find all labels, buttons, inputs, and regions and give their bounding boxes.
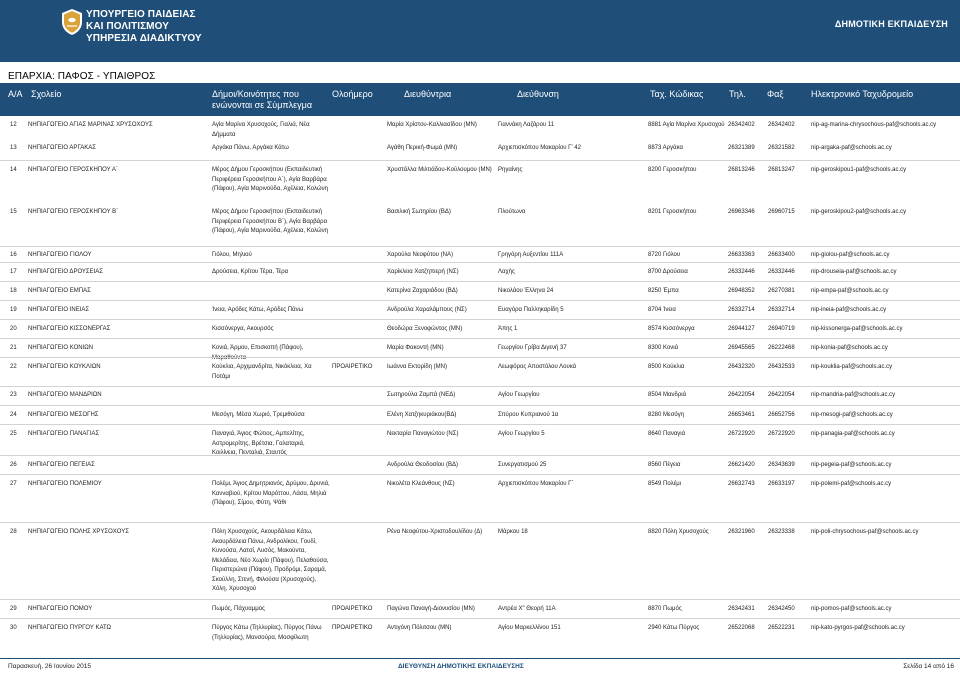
school-name: ΝΗΠΙΑΓΩΓΕΙΟ ΚΟΝΙΩΝ — [28, 345, 94, 351]
director: Ανδρούλα Θεοδοσίου (ΒΔ) — [387, 462, 458, 468]
table-row — [0, 262, 960, 275]
director: Μαρία Φακοντή (ΜΝ) — [387, 345, 444, 351]
postcode: 8640 Παναγιά — [648, 431, 686, 437]
row-number: 26 — [10, 462, 17, 468]
email-link[interactable]: nip-konia-paf@schools.ac.cy — [811, 345, 888, 351]
cyprus-emblem-icon — [60, 8, 84, 36]
email-link[interactable]: nip-panagia-paf@schools.ac.cy — [811, 431, 895, 437]
postcode: 8870 Πωμός — [648, 606, 682, 612]
address: Γιαννάκη Λαζάρου 11 — [498, 122, 555, 128]
municipalities: Κονιά, Άρμου, Επισκοπή (Πάφου), Μαραθούντα — [212, 345, 304, 361]
fax: 26652756 — [768, 412, 795, 418]
school-name: ΝΗΠΙΑΓΩΓΕΙΟ ΠΟΜΟΥ — [28, 606, 93, 612]
school-name: ΝΗΠΙΑΓΩΓΕΙΟ ΚΙΣΣΟΝΕΡΓΑΣ — [28, 326, 111, 332]
fax: 26633400 — [768, 252, 795, 258]
row-number: 16 — [10, 252, 17, 258]
school-name: ΝΗΠΙΑΓΩΓΕΙΟ ΠΕΓΕΙΑΣ — [28, 462, 95, 468]
fax: 26321582 — [768, 145, 795, 151]
column-num: Α/Α — [8, 89, 23, 99]
fax: 26323338 — [768, 529, 795, 535]
email-link[interactable]: nip-drouseia-paf@schools.ac.cy — [811, 269, 897, 275]
ministry-line-2: ΚΑΙ ΠΟΛΙΤΙΣΜΟΥ — [86, 21, 169, 32]
postcode: 8720 Γιόλου — [648, 252, 681, 258]
column-phone: Τηλ. — [729, 89, 746, 99]
municipalities: Πωμός, Πάχυαμμος — [212, 606, 265, 612]
column-municipalities-line1: Δήμοι/Κοινότητες που — [212, 89, 299, 99]
postcode: 8881 Αγία Μαρίνα Χρυσοχού — [648, 122, 725, 128]
fax: 26342402 — [768, 122, 795, 128]
phone: 26332446 — [728, 269, 755, 275]
fax: 26343639 — [768, 462, 795, 468]
column-fax: Φαξ — [767, 89, 784, 99]
email-link[interactable]: nip-pomos-paf@schools.ac.cy — [811, 606, 892, 612]
row-number: 17 — [10, 269, 17, 275]
phone: 26948352 — [728, 288, 755, 294]
row-number: 21 — [10, 345, 17, 351]
row-number: 27 — [10, 481, 17, 487]
school-name: ΝΗΠΙΑΓΩΓΕΙΟ ΠΟΛΗΣ ΧΡΥΣΟΧΟΥΣ — [28, 529, 129, 535]
table-row — [0, 160, 960, 192]
table-row — [0, 618, 960, 641]
address: Ευαγόρα Παλληκαρίδη 5 — [498, 307, 564, 313]
postcode: 8500 Κούκλια — [648, 364, 685, 370]
email-link[interactable]: nip-kouklia-paf@schools.ac.cy — [811, 364, 893, 370]
director: Ιωάννα Εκτορίδη (ΜΝ) — [387, 364, 447, 370]
postcode: 8560 Πέγεια — [648, 462, 681, 468]
address: Γεωργίου Γρίβα Διγενή 37 — [498, 345, 567, 351]
municipalities: Πύργος Κάτω (Τηλλυρίας), Πύργος Πάνω (Τηλλυρίας), Μανσούρα, Μοσφίλωτη — [212, 625, 322, 641]
column-address: Διεύθυνση — [517, 89, 559, 99]
row-number: 25 — [10, 431, 17, 437]
postcode: 2940 Κάτω Πύργος — [648, 625, 700, 631]
all-day: ΠΡΟΑΙΡΕΤΙΚΟ — [332, 364, 373, 370]
school-name: ΝΗΠΙΑΓΩΓΕΙΟ ΜΑΝΔΡΙΩΝ — [28, 392, 102, 398]
table-row — [0, 246, 960, 258]
municipalities: Κισσόνεργα, Ακουρσός — [212, 326, 274, 332]
postcode: 8700 Δρούσεια — [648, 269, 688, 275]
address: Αρχιεπισκόπου Μακαρίου Γ΄ — [498, 481, 574, 487]
table-row — [0, 300, 960, 313]
municipalities: Αργάκα Πάνω, Αργάκα Κάτω — [212, 145, 289, 151]
address: Πλούτωνα — [498, 209, 526, 215]
ministry-name — [86, 9, 202, 45]
fax: 26722920 — [768, 431, 795, 437]
school-name: ΝΗΠΙΑΓΩΓΕΙΟ ΓΕΡΟΣΚΗΠΟΥ Β΄ — [28, 209, 119, 215]
email-link[interactable]: nip-kato-pyrgos-paf@schools.ac.cy — [811, 625, 905, 631]
column-municipalities-line2: ενώνονται σε Σύμπλεγμα — [212, 100, 313, 110]
column-postcode: Ταχ. Κώδικας — [650, 89, 704, 99]
address: Ρηγαίνης — [498, 167, 523, 173]
footer-department: ΔΙΕΥΘΥΝΣΗ ΔΗΜΟΤΙΚΗΣ ΕΚΠΑΙΔΕΥΣΗΣ — [398, 663, 524, 670]
table-row — [0, 599, 960, 612]
address: Σπύρου Κυπριανού 1α — [498, 412, 559, 418]
director: Ελένη Χατζηκυριάκου(ΒΔ) — [387, 412, 457, 418]
address: Λαχής — [498, 269, 515, 275]
municipalities: Μέρος Δήμου Γεροσκήπου (Εκπαιδευτική Περιφέρεια Γεροσκήπου Β΄), Αγία Βαρβάρα (Πάφου), Αγία Μαρινούδα, Αχέλεια, Κολώνη — [212, 209, 328, 234]
row-number: 20 — [10, 326, 17, 332]
municipalities: Γιόλου, Μηλιού — [212, 252, 252, 258]
row-number: 12 — [10, 122, 17, 128]
director: Χρυστάλλα Μιλτιάδου-Κούλουμου (ΜΝ) — [387, 167, 492, 173]
address: Γρηγόρη Αυξεντίου 111Α — [498, 252, 564, 258]
table-row — [0, 474, 960, 506]
director: Ρένα Νεοφύτου-Χριστοδουλίδου (Δ) — [387, 529, 483, 535]
phone: 26321389 — [728, 145, 755, 151]
phone: 26342431 — [728, 606, 755, 612]
postcode: 8201 Γεροσκήπου — [648, 209, 697, 215]
table-row — [0, 281, 960, 294]
postcode: 8820 Πόλη Χρυσοχούς — [648, 529, 709, 535]
postcode: 8200 Γεροσκήπου — [648, 167, 697, 173]
postcode: 8873 Αργάκα — [648, 145, 683, 151]
fax: 26270381 — [768, 288, 795, 294]
address: Αρχιεπισκόπου Μακαρίου Γ' 42 — [498, 145, 581, 151]
fax: 26813247 — [768, 167, 795, 173]
director: Σωτηρούλα Ζαμπά (ΝΕΔ) — [387, 392, 456, 398]
phone: 26633363 — [728, 252, 755, 258]
director: Μαρία Χρίστου-Καλλιασίδου (ΜΝ) — [387, 122, 477, 128]
table-row — [0, 319, 960, 332]
table-row — [0, 522, 960, 592]
address: Νικολάου Έλληνα 24 — [498, 288, 554, 294]
fax: 26633197 — [768, 481, 795, 487]
column-school: Σχολείο — [31, 89, 62, 99]
address: Άπης 1 — [498, 326, 518, 332]
address: Αντρέα Χ" Θεορή 11Α — [498, 606, 556, 612]
table-row — [0, 386, 960, 398]
email-link[interactable]: nip-ineia-paf@schools.ac.cy — [811, 307, 887, 313]
address: Συνεργατισμού 25 — [498, 462, 547, 468]
email-link[interactable]: nip-ag-marina-chrysochous-paf@schools.ac.cy — [811, 122, 937, 128]
school-name: ΝΗΠΙΑΓΩΓΕΙΟ ΑΓΙΑΣ ΜΑΡΙΝΑΣ ΧΡΥΣΟΧΟΥΣ — [28, 122, 153, 128]
director: Νεκταρία Παναγιώτου (ΝΣ) — [387, 431, 459, 437]
email-link[interactable]: nip-geroskipou2-paf@schools.ac.cy — [811, 209, 907, 215]
address: Αγίου Γεωργίου — [498, 392, 540, 398]
footer-date: Παρασκευή, 26 Ιουνίου 2015 — [8, 663, 91, 670]
email-link[interactable]: nip-argaka-paf@schools.ac.cy — [811, 145, 892, 151]
phone: 26321960 — [728, 529, 755, 535]
all-day: ΠΡΟΑΙΡΕΤΙΚΟ — [332, 606, 373, 612]
director: Ανδρούλα Χαραλάμπους (ΝΣ) — [387, 307, 467, 313]
fax: 26332714 — [768, 307, 795, 313]
postcode: 8250 Έμπα — [648, 288, 679, 294]
municipalities: Κούκλια, Αρχιμανδρίτα, Νικόκλεια, Χα Ποτάμι — [212, 364, 312, 380]
column-email: Ηλεκτρονικό Ταχυδρομείο — [811, 89, 914, 99]
director: Χαρούλα Νεοφύτου (ΝΑ) — [387, 252, 453, 258]
phone: 26432320 — [728, 364, 755, 370]
row-number: 30 — [10, 625, 17, 631]
row-number: 13 — [10, 145, 17, 151]
row-number: 28 — [10, 529, 17, 535]
municipalities: Παναγιά, Άγιος Φώτιος, Αμπελίτης, Αστρομερίτης, Βρέτσια, Γαλαταριά, Κοιλίνεια, Πενταλιά, Σταυτός — [212, 431, 305, 456]
school-name: ΝΗΠΙΑΓΩΓΕΙΟ ΓΕΡΟΣΚΗΠΟΥ Α΄ — [28, 167, 118, 173]
director: Χαρίκλεια Χατζηπιερή (ΝΣ) — [387, 269, 459, 275]
header-banner — [0, 0, 960, 62]
email-link[interactable]: nip-geroskipou1-paf@schools.ac.cy — [811, 167, 907, 173]
email-link[interactable]: nip-empa-paf@schools.ac.cy — [811, 288, 889, 294]
phone: 26813246 — [728, 167, 755, 173]
postcode: 8704 Ίνεια — [648, 307, 676, 313]
row-number: 18 — [10, 288, 17, 294]
table-header — [0, 83, 960, 116]
phone: 26722920 — [728, 431, 755, 437]
phone: 26963346 — [728, 209, 755, 215]
municipalities: Μεσόγη, Μέσα Χωριό, Τρεμιθούσα — [212, 412, 305, 418]
email-link[interactable]: nip-poli-chrysochous-paf@schools.ac.cy — [811, 529, 919, 535]
column-director: Διευθύντρια — [404, 89, 452, 99]
fax: 26222468 — [768, 345, 795, 351]
department-title: ΔΗΜΟΤΙΚΗ ΕΚΠΑΙΔΕΥΣΗ — [834, 19, 948, 29]
row-number: 23 — [10, 392, 17, 398]
municipalities: Δρούσεια, Κρίτου Τέρα, Τέρα — [212, 269, 289, 275]
director: Παγώνα Παναγή-Διονυσίου (ΜΝ) — [387, 606, 475, 612]
address: Λεωφόρος Αποστόλου Λουκά — [498, 364, 577, 370]
phone: 26944127 — [728, 326, 755, 332]
school-name: ΝΗΠΙΑΓΩΓΕΙΟ ΠΟΛΕΜΙΟΥ — [28, 481, 102, 487]
row-number: 14 — [10, 167, 17, 173]
fax: 26422054 — [768, 392, 795, 398]
all-day: ΠΡΟΑΙΡΕΤΙΚΟ — [332, 625, 373, 631]
row-number: 24 — [10, 412, 17, 418]
email-link[interactable]: nip-pegeia-paf@schools.ac.cy — [811, 462, 892, 468]
table-row — [0, 357, 960, 380]
school-name: ΝΗΠΙΑΓΩΓΕΙΟ ΔΡΟΥΣΕΙΑΣ — [28, 269, 104, 275]
school-name: ΝΗΠΙΑΓΩΓΕΙΟ ΠΥΡΓΟΥ ΚΑΤΩ — [28, 625, 112, 631]
director: Βασιλική Σωτηρίου (ΒΔ) — [387, 209, 451, 215]
phone: 26422054 — [728, 392, 755, 398]
region-title: ΕΠΑΡΧΙΑ: ΠΑΦΟΣ - ΥΠΑΙΘΡΟΣ — [8, 71, 156, 82]
email-link[interactable]: nip-giolou-paf@schools.ac.cy — [811, 252, 890, 258]
row-number: 22 — [10, 364, 17, 370]
director: Αγάθη Περική-Φωμά (ΜΝ) — [387, 145, 458, 151]
postcode: 8280 Μεσόγη — [648, 412, 685, 418]
footer-page-number: Σελίδα 14 από 16 — [903, 663, 954, 670]
column-municipalities — [212, 89, 312, 111]
row-number: 19 — [10, 307, 17, 313]
phone: 26522068 — [728, 625, 755, 631]
phone: 26342402 — [728, 122, 755, 128]
table-row — [0, 405, 960, 418]
director: Κατερίνα Ζαχαριάδου (ΒΔ) — [387, 288, 458, 294]
table-row — [0, 455, 960, 468]
page-footer — [0, 658, 960, 673]
row-number: 15 — [10, 209, 17, 215]
address: Αγίου Μαρκελλίνου 151 — [498, 625, 561, 631]
school-name: ΝΗΠΙΑΓΩΓΕΙΟ ΜΕΣΟΓΗΣ — [28, 412, 99, 418]
fax: 26332446 — [768, 269, 795, 275]
phone: 26632743 — [728, 481, 755, 487]
row-number: 29 — [10, 606, 17, 612]
fax: 26342450 — [768, 606, 795, 612]
email-link[interactable]: nip-mesogi-paf@schools.ac.cy — [811, 412, 893, 418]
postcode: 8549 Πολέμι — [648, 481, 682, 487]
fax: 26522231 — [768, 625, 795, 631]
email-link[interactable]: nip-kissonerga-paf@schools.ac.cy — [811, 326, 903, 332]
municipalities: Πόλη Χρυσοχούς, Ακουρδάλεια Κάτω, Ακουρδάλεια Πάνω, Ανδρολίκου, Γουδί, Κυνούσα, Λατσί, Λυσός, Μακούντα, Μελάδεια, Νέο Χωρίο (Πάφου), Πελαθούσα, Περιστερώνα (Πάφου), Προδρόμι, Σαραμά, Σκούλλη, Στενή, Φιλούσα (Χρυσοχούς), Χόλη, Χρυσοχού — [212, 529, 329, 592]
fax: 26940719 — [768, 326, 795, 332]
postcode: 8574 Κισσόνεργα — [648, 326, 695, 332]
fax: 26432533 — [768, 364, 795, 370]
municipalities: Πολέμι, Άγιος Δημητριανός, Δρύμου, Δρυνιά, Κανναβιού, Κρίτου Μαρόττου, Λάσα, Μηλιά (Πάφου), Σίμου, Φύτη, Ψάθι — [212, 481, 330, 506]
municipalities: Μέρος Δήμου Γεροσκήπου (Εκπαιδευτική Περιφέρεια Γεροσκήπου Α΄), Αγία Βαρβάρα (Πάφου), Αγία Μαρινούδα, Αχέλεια, Κολώνη — [212, 167, 328, 192]
school-name: ΝΗΠΙΑΓΩΓΕΙΟ ΙΝΕΙΑΣ — [28, 307, 90, 313]
director: Θεοδώρα Ξενοφώντος (ΜΝ) — [387, 326, 463, 332]
phone: 26621420 — [728, 462, 755, 468]
phone: 26332714 — [728, 307, 755, 313]
ministry-line-1: ΥΠΟΥΡΓΕΙΟ ΠΑΙΔΕΙΑΣ — [86, 9, 196, 20]
school-name: ΝΗΠΙΑΓΩΓΕΙΟ ΕΜΠΑΣ — [28, 288, 91, 294]
school-name: ΝΗΠΙΑΓΩΓΕΙΟ ΑΡΓΑΚΑΣ — [28, 145, 96, 151]
address: Μάρκου 18 — [498, 529, 528, 535]
address: Αγίου Γεωργίου 5 — [498, 431, 545, 437]
school-name: ΝΗΠΙΑΓΩΓΕΙΟ ΓΙΟΛΟΥ — [28, 252, 92, 258]
phone: 26945565 — [728, 345, 755, 351]
phone: 26653461 — [728, 412, 755, 418]
municipalities: Ίνεια, Αρόδες Κάτω, Αρόδες Πάνω — [212, 307, 304, 313]
postcode: 8504 Μανδριά — [648, 392, 687, 398]
postcode: 8300 Κονιά — [648, 345, 679, 351]
ministry-line-3: ΥΠΗΡΕΣΙΑ ΔΙΑΔΙΚΤΥΟΥ — [86, 33, 202, 44]
school-name: ΝΗΠΙΑΓΩΓΕΙΟ ΠΑΝΑΓΙΑΣ — [28, 431, 100, 437]
table-row — [0, 338, 960, 361]
director: Νικολέτα Κλεάνθους (ΝΣ) — [387, 481, 455, 487]
school-name: ΝΗΠΙΑΓΩΓΕΙΟ ΚΟΥΚΛΙΩΝ — [28, 364, 101, 370]
column-all-day: Ολοήμερο — [332, 89, 373, 99]
email-link[interactable]: nip-polemi-paf@schools.ac.cy — [811, 481, 892, 487]
table-row — [0, 424, 960, 456]
municipalities: Αγία Μαρίνα Χρυσοχούς, Γιαλιά, Νέα Δήμματα — [212, 122, 310, 138]
director: Αντιγόνη Πόλιτσου (ΜΝ) — [387, 625, 452, 631]
fax: 26960715 — [768, 209, 795, 215]
email-link[interactable]: nip-mandria-paf@schools.ac.cy — [811, 392, 896, 398]
